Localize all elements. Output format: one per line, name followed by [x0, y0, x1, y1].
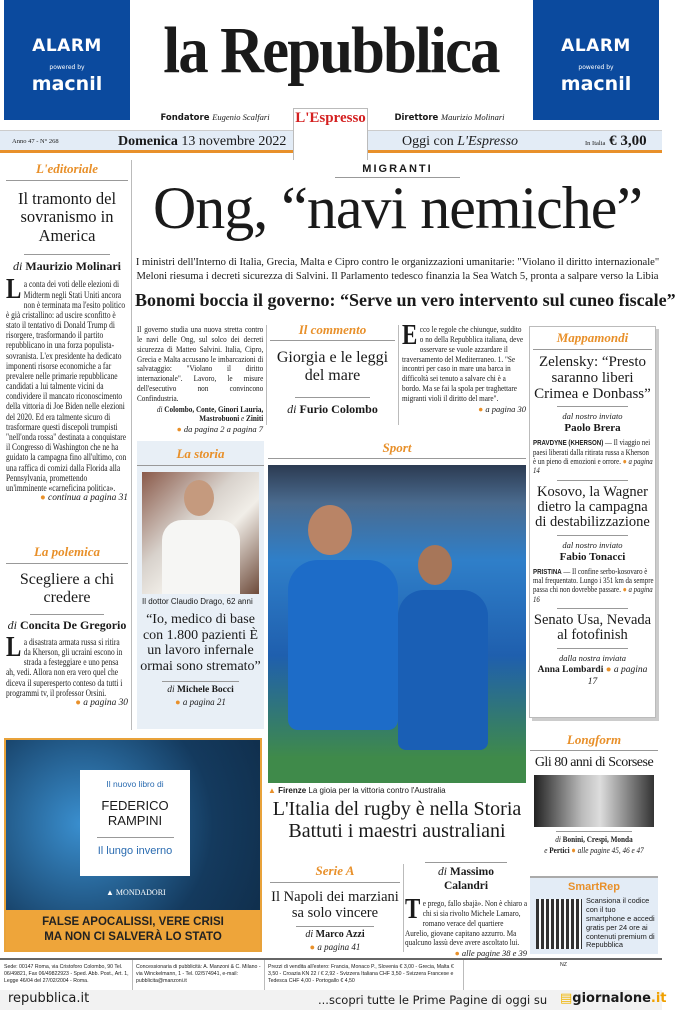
- commento-byline: di Furio Colombo: [287, 401, 378, 416]
- mappamondi-kicker: Mappamondi: [556, 330, 629, 345]
- rugby-article: [405, 862, 527, 959]
- divider: [266, 325, 267, 425]
- s2-author: Fabio Tonacci: [559, 550, 626, 563]
- lead-text: Il governo studia una nuova stretta contro le navi delle Ong, sul solco dei decreti sicurezza di Matteo Salvini. Italia, Cipro, Grecia e Malta accusano le imbarcazioni di salvataggio: "Violano il diritto internazionale". Lavoro, le misure dell'esecutivo non convincono Confindustria.: [137, 324, 264, 403]
- storia-caption: Il dottor Claudio Drago, 62 anni: [142, 597, 253, 606]
- commento-article: [402, 320, 526, 415]
- editorial-byline: di Maurizio Molinari: [13, 259, 121, 274]
- ad-brand: ALARM: [32, 36, 102, 56]
- mappamondi: [529, 326, 656, 718]
- editorial-kicker: L'editoriale: [35, 161, 99, 176]
- price: In Italia € 3,00: [585, 133, 647, 149]
- commento-ref[interactable]: ● a pagina 30: [478, 403, 526, 414]
- storia-kicker: La storia: [176, 446, 225, 461]
- editorial-ref[interactable]: ● continua a pagina 31: [40, 493, 128, 504]
- sport-kicker: Sport: [382, 440, 412, 455]
- issue-number: Anno 47 - N° 268: [12, 138, 59, 145]
- ad-macnil: macnil: [31, 73, 103, 95]
- commento-text: Ecco le regole che chiunque, suddito o no della Repubblica italiana, deve osservare se vuole azzardare il traversamento del Mediterraneo. 1. "Se incontri per caso in mare una barca in difficoltà sei tenuto a salvare chi è a bordo. Ma se fai la spola per traghettare migranti violi il diritto del mare".: [402, 320, 524, 403]
- ad-brand: ALARM: [561, 36, 631, 56]
- ad-powered: powered by: [578, 64, 614, 71]
- seriea-byline: di Marco Azzi: [305, 929, 365, 941]
- imprint-pubblicita: Concessionaria di pubblicità: A. Manzoni & C. Milano - via Winckelmann, 1 - Tel. 02/574941, e-mail: pubblicita@manzoni.it: [136, 964, 261, 984]
- editorial-text: La conta dei voti delle elezioni di Midterm negli Stati Uniti ancora non è terminata ma l'esito politico è già cristallino: ad uscire sconfitto è stato il tentativo di Donald Trump di risorgere, trasformando il partito repubblicano in una forza populista-sovranista. L'ex presidente ha dedicato imponenti risorse economiche a far prevalere nelle primarie repubblicane candidati a lui talmente vicini da condividere il mancato riconoscimento della vittoria di Joe Biden nelle elezioni del 2020. Ed era talmente sicuro di trasformare questi discepoli trumpisti "nell'onda rossa" destinata a conquistare il Congresso di Washington che ne ha guidato la campagna fino all'ultimo, con una raffica di comizi dalla Florida alla Pennsylvania, promettendo un'imminente «carneficina politica».: [6, 274, 127, 493]
- alarm-ad-left[interactable]: [4, 0, 130, 120]
- lead-headline[interactable]: Ong, “navi nemiche”: [152, 175, 643, 241]
- polemica-text: La disastrata armata russa si ritira da Kherson, gli ucraini escono in strada a festeggiare e uno pensa ah, vedi. Allora non era vero quel che diceva il superesperto conteso da tutti i programmi tv, il professor Orsini.: [6, 631, 123, 698]
- polemica: [6, 545, 128, 709]
- footer-site-link[interactable]: repubblica.it: [8, 991, 90, 1006]
- giornalone-link[interactable]: ▤giornalone.it: [560, 991, 667, 1006]
- book-ad-title: Il lungo inverno: [97, 845, 173, 857]
- giornalone-icon: ▤: [560, 991, 573, 1006]
- storia: [137, 441, 264, 729]
- second-headline[interactable]: Bonomi boccia il governo: “Serve un vero intervento sul cuneo fiscale”: [135, 290, 676, 310]
- storia-byline: di Michele Bocci: [167, 684, 234, 695]
- rugby-byline: di Massimo Calandri: [425, 862, 507, 893]
- publisher-logo: ▲ MONDADORI: [106, 888, 166, 897]
- masthead: la Repubblica: [163, 14, 499, 87]
- rugby-photo[interactable]: [268, 465, 526, 783]
- book-ad-card: [80, 770, 190, 876]
- imprint: [0, 958, 662, 990]
- lead-deck: I ministri dell'Interno di Italia, Grecia, Malta e Cipro contro le organizzazioni umanitarie: "Violano il diritto internazionale" Meloni riesuma i decreti sicurezza di Salvini. Il Parlamento tedesco finanzia la Sea Watch 5, pronta a salpare verso la Libia: [135, 257, 660, 283]
- book-ad-tagline: FALSE APOCALISSI, VERE CRISI MA NON CI SALVERÀ LO STATO: [6, 910, 260, 950]
- sport-headline[interactable]: L'Italia del rugby è nella Storia Battuti i maestri australiani: [272, 798, 522, 843]
- longform-kicker: Longform: [566, 732, 622, 747]
- footer-promo: ...scopri tutte le Prime Pagine di oggi su: [318, 993, 548, 1007]
- divider: [403, 864, 404, 952]
- commento: [270, 323, 395, 416]
- imprint-prezzi: Prezzi di vendita all'estero: Francia, Monaco P., Slovenia € 3,00 - Grecia, Malta € 3,50 - Croazia KN 22 / € 2,92 - Svizzera Italiana CHF 3,50 - Svizzera Francese e Tedesca CHF 4,00 - Portogallo € 4,50: [268, 964, 454, 984]
- sport-caption: ▲ Firenze La gioia per la vittoria contro l'Australia: [268, 786, 446, 795]
- longform-byline: di Bonini, Crespi, Monda e Pertici ● alle pagine 45, 46 e 47: [544, 834, 644, 855]
- imprint-sede: Sede: 00147 Roma, via Cristoforo Colombo, 90 Tel. 06/49821, Fax 06/49822923 - Sped. Abb. Post., Art. 1, Legge 46/04 del 27/02/2004 - Roma.: [4, 964, 129, 984]
- smartrep: [530, 876, 658, 954]
- footer-bar: [0, 990, 667, 1010]
- smartrep-title: SmartRep: [568, 881, 620, 893]
- qr-code-icon[interactable]: [536, 899, 582, 949]
- longform: [530, 733, 658, 855]
- longform-title[interactable]: Gli 80 anni di Scorsese: [534, 755, 654, 770]
- espresso-tab[interactable]: L'Espresso: [293, 108, 368, 160]
- s2-text: PRISTINA — Il confine serbo-kosovaro è mal frequentato. Lungo i 351 km da sempre passa chi non dovrebbe passare. ● a pagina 16: [533, 566, 654, 604]
- doctor-photo: [142, 472, 259, 594]
- alarm-ad-right[interactable]: [533, 0, 659, 120]
- storia-title[interactable]: “Io, medico di base con 1.800 pazienti È un lavoro infernale ormai sono stremato”: [140, 612, 261, 675]
- smartrep-text: Scansiona il codice con il tuo smartphone e accedi gratis per 24 ore ai contenuti premium di Repubblica: [586, 896, 655, 950]
- polemica-kicker: La polemica: [33, 544, 101, 559]
- polemica-title: Scegliere a chi credere: [19, 571, 115, 606]
- s2-role: dal nostro inviato: [562, 539, 623, 550]
- nevada-title[interactable]: Senato Usa, Nevada al fotofinish: [533, 612, 652, 644]
- seriea-ref[interactable]: ● a pagina 41: [309, 942, 361, 953]
- divider: [398, 325, 399, 425]
- sport: [268, 441, 526, 843]
- lead-kicker: MIGRANTI: [335, 163, 460, 178]
- today-with: Oggi con L'Espresso: [402, 134, 519, 149]
- rugby-ref[interactable]: ● alle pagine 38 e 39: [454, 948, 527, 959]
- book-ad[interactable]: [4, 738, 262, 952]
- scorsese-photo: [534, 775, 654, 827]
- book-ad-intro: Il nuovo libro di: [106, 779, 164, 789]
- lead-byline: di Colombo, Conte, Ginori Lauria, Mastrobuoni e Ziniti: [156, 403, 264, 424]
- zelensky-title[interactable]: Zelensky: “Presto saranno liberi Crimea e Donbass”: [534, 354, 651, 402]
- commento-title: Giorgia e le leggi del mare: [276, 349, 389, 384]
- book-ad-author2: RAMPINI: [107, 813, 163, 828]
- s1-role: dal nostro inviato: [562, 411, 623, 422]
- director: Direttore Maurizio Molinari: [394, 112, 505, 123]
- polemica-byline: di Concita De Gregorio: [7, 617, 127, 632]
- seriea-title[interactable]: Il Napoli dei marziani sa solo vincere: [271, 889, 399, 922]
- s3-role: dalla nostra inviata: [558, 652, 627, 663]
- editorial: [6, 162, 128, 504]
- s1-author: Paolo Brera: [564, 422, 621, 435]
- book-ad-author1: FEDERICO: [101, 798, 169, 813]
- ad-macnil: macnil: [560, 73, 632, 95]
- kosovo-title[interactable]: Kosovo, la Wagner dietro la campagna di destabilizzazione: [535, 483, 650, 531]
- storia-ref[interactable]: ● a pagina 21: [175, 696, 226, 707]
- editorial-title: Il tramonto del sovranismo in America: [17, 189, 117, 245]
- lead-article: [137, 325, 263, 435]
- s1-text: PRAVDYNE (KHERSON) — Il viaggio nei paesi liberati dalla ritirata russa a Kherson è un pieno di emozioni e orrore. ● a pagina 14: [533, 438, 653, 476]
- s3-author: Anna Lombardi ● a pagina 17: [537, 664, 648, 687]
- imprint-nz: NZ: [560, 962, 567, 968]
- divider: [131, 160, 132, 730]
- lead-ref[interactable]: ● da pagina 2 a pagina 7: [176, 424, 263, 435]
- polemica-ref[interactable]: ● a pagina 30: [75, 697, 128, 708]
- seriea-kicker: Serie A: [315, 863, 355, 878]
- serie-a: [270, 864, 400, 953]
- ad-powered: powered by: [49, 64, 85, 71]
- commento-kicker: Il commento: [298, 322, 367, 337]
- founder: Fondatore Eugenio Scalfari: [160, 112, 270, 123]
- rugby-text: Te prego, fallo sbajà». Non è chiaro a chi si sia rivolto Michele Lamaro, romano verace del quartiere Aurelio, giovane capitano azzurro. Ma qualcuno lassù deve avere ascoltato lui.: [405, 894, 528, 948]
- date: Domenica 13 novembre 2022: [118, 134, 287, 149]
